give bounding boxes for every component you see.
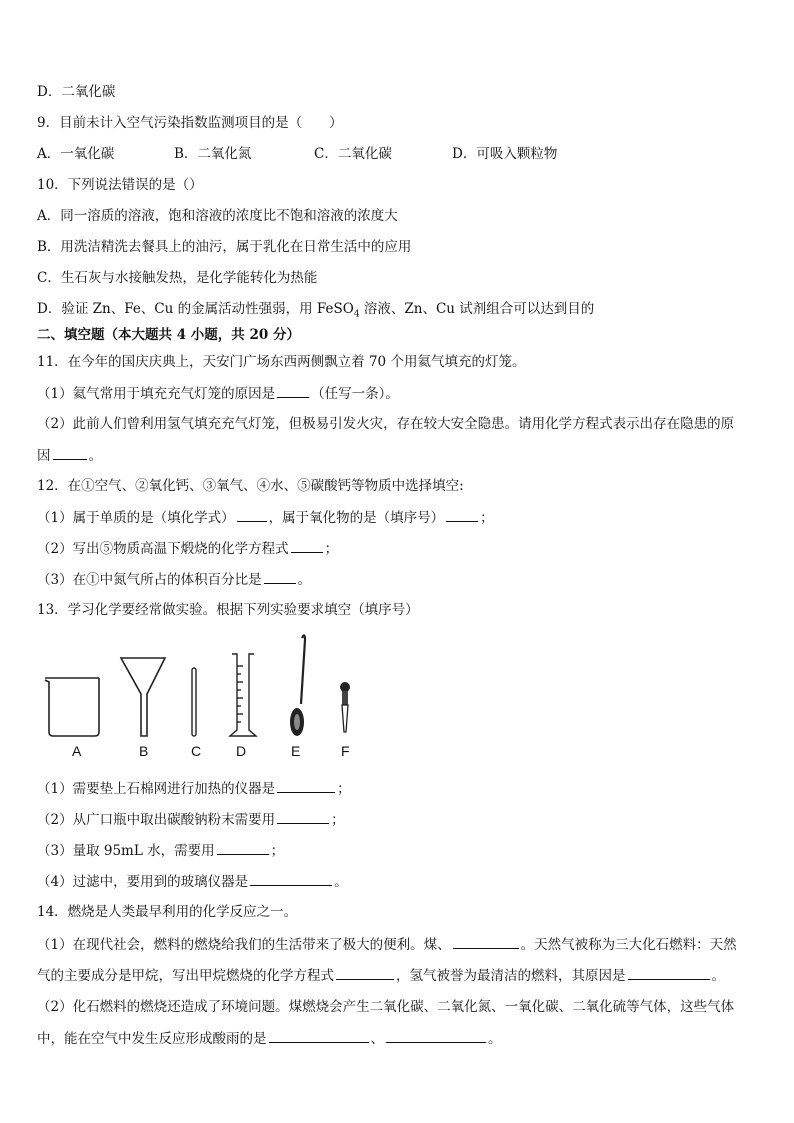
q13-part2 — [37, 809, 345, 830]
q14-part1-line1 — [37, 934, 737, 955]
section-heading: 二、填空题（本大题共 4 小题，共 20 分） — [37, 327, 300, 343]
answer-blank[interactable] — [217, 840, 269, 855]
q11-p1-text: （1）氦气常用于填充充气灯笼的原因是 — [37, 386, 276, 402]
answer-blank[interactable] — [336, 965, 394, 980]
q11-part2-line1: （2）此前人们曾利用氢气填充充气灯笼，但极易引发火灾，存在较大安全隐患。请用化学方程式表示出存在隐患的原 — [37, 416, 735, 432]
answer-blank[interactable] — [264, 569, 296, 584]
dropper-icon — [340, 682, 350, 732]
q10-option-a: A．同一溶质的溶液，饱和溶液的浓度比不饱和溶液的浓度大 — [37, 208, 398, 224]
answer-blank[interactable] — [453, 934, 519, 949]
q13-p4-text: （4）过滤中，要用到的玻璃仪器是 — [37, 874, 249, 890]
label-f: F — [341, 743, 350, 759]
q11-p1-tail: （任写一条）。 — [311, 386, 399, 402]
q14-part1-line2 — [37, 965, 725, 986]
q12-part2 — [37, 538, 338, 559]
q11-p2-text: 因 — [37, 448, 51, 464]
q10-option-d — [37, 299, 594, 325]
q14-p1-tail: 。 — [711, 968, 725, 984]
label-a: A — [72, 743, 82, 759]
q14-p1-text2: 。天然气被称为三大化石燃料：天然 — [520, 937, 737, 953]
graduated-cylinder-icon — [230, 654, 256, 736]
q12-p2-tail: ； — [324, 541, 339, 557]
q12-p3-tail: 。 — [297, 572, 312, 588]
q13-part4 — [37, 871, 348, 892]
q12-p1-tail: ； — [480, 510, 494, 526]
q13-p2-tail: ； — [331, 812, 345, 828]
q10-d-text: D．验证 Zn、Fe、Cu 的金属活动性强弱，用 FeSO — [37, 301, 354, 317]
q8-option-d: D．二氧化碳 — [37, 84, 116, 100]
lab-apparatus-figure — [37, 632, 367, 742]
funnel-icon — [121, 658, 165, 736]
q12-stem: 12．在①空气、②氧化钙、③氧气、④水、⑤碳酸钙等物质中选择填空: — [37, 478, 464, 494]
q14-p1-text: （1）在现代社会，燃料的燃烧给我们的生活带来了极大的便利。煤、 — [37, 937, 451, 953]
answer-blank[interactable] — [386, 1028, 486, 1043]
q11-stem: 11．在今年的国庆庆典上，天安门广场东西两侧飘立着 70 个用氦气填充的灯笼。 — [37, 354, 526, 370]
q14-p1-text3: 气的主要成分是甲烷，写出甲烷燃烧的化学方程式 — [37, 968, 334, 984]
q13-p1-tail: ； — [337, 781, 351, 797]
q14-p2-tail: 。 — [488, 1031, 502, 1047]
q10-option-c: C．生石灰与水接触发热，是化学能转化为热能 — [37, 270, 318, 286]
label-b: B — [139, 743, 149, 759]
q11-part2-line2 — [37, 445, 102, 466]
q11-p2-tail: 。 — [88, 448, 102, 464]
q9-option-c: C．二氧化碳 — [314, 146, 392, 162]
q12-p1-text: （1）属于单质的是（填化学式） — [37, 510, 235, 526]
q13-p3-text: （3）量取 95mL 水，需要用 — [37, 843, 215, 859]
q14-part2-line2 — [37, 1028, 502, 1049]
label-e: E — [291, 743, 301, 759]
q10-d-text-end: 溶液、Zn、Cu 试剂组合可以达到目的 — [359, 301, 595, 317]
q14-p1-text4: ，氢气被誉为最清洁的燃料，其原因是 — [396, 968, 626, 984]
q10-stem: 10．下列说法错误的是（） — [37, 177, 203, 193]
answer-blank[interactable] — [269, 1028, 369, 1043]
q13-p1-text: （1）需要垫上石棉网进行加热的仪器是 — [37, 781, 276, 797]
q13-p4-tail: 。 — [334, 874, 348, 890]
medicine-spoon-icon — [290, 635, 305, 736]
q12-part1 — [37, 507, 494, 528]
label-d: D — [236, 743, 247, 759]
q13-p3-tail: ； — [270, 843, 285, 859]
q9-option-d: D．可吸入颗粒物 — [452, 146, 558, 162]
answer-blank[interactable] — [291, 538, 323, 553]
q14-stem: 14．燃烧是人类最早利用的化学反应之一。 — [37, 904, 298, 920]
answer-blank[interactable] — [237, 507, 267, 522]
q14-p2-text: 中，能在空气中发生反应形成酸雨的是 — [37, 1031, 267, 1047]
answer-blank[interactable] — [446, 507, 478, 522]
answer-blank[interactable] — [250, 871, 332, 886]
answer-blank[interactable] — [277, 383, 309, 398]
answer-blank[interactable] — [277, 778, 335, 793]
beaker-icon — [45, 678, 99, 736]
answer-blank[interactable] — [277, 809, 329, 824]
q11-part1 — [37, 383, 399, 404]
q14-p2-sep: 、 — [370, 1031, 384, 1047]
q12-part3 — [37, 569, 311, 590]
q9-stem: 9．目前未计入空气污染指数监测项目的是（ ） — [37, 115, 343, 131]
answer-blank[interactable] — [53, 445, 87, 460]
q13-part1 — [37, 778, 351, 799]
q9-option-b: B．二氧化氮 — [174, 146, 252, 162]
answer-blank[interactable] — [628, 965, 710, 980]
q13-part3 — [37, 840, 284, 861]
q12-p3-text: （3）在①中氮气所占的体积百分比是 — [37, 572, 262, 588]
q13-p2-text: （2）从广口瓶中取出碳酸钠粉末需要用 — [37, 812, 276, 828]
q13-stem: 13．学习化学要经常做实验。根据下列实验要求填空（填序号） — [37, 602, 419, 618]
glass-rod-icon — [192, 668, 196, 736]
label-c: C — [191, 743, 202, 759]
q9-option-a: A．一氧化碳 — [37, 146, 115, 162]
q10-d-subscript: 4 — [353, 309, 360, 320]
q14-part2-line1: （2）化石燃料的燃烧还造成了环境问题。煤燃烧会产生二氧化碳、二氧化氮、一氧化碳、二氧化硫等气体，这些气体 — [37, 999, 735, 1015]
q10-option-b: B．用洗洁精洗去餐具上的油污，属于乳化在日常生活中的应用 — [37, 239, 412, 255]
q12-p1-text2: ，属于氧化物的是（填序号） — [268, 510, 445, 526]
q12-p2-text: （2）写出⑤物质高温下煅烧的化学方程式 — [37, 541, 289, 557]
